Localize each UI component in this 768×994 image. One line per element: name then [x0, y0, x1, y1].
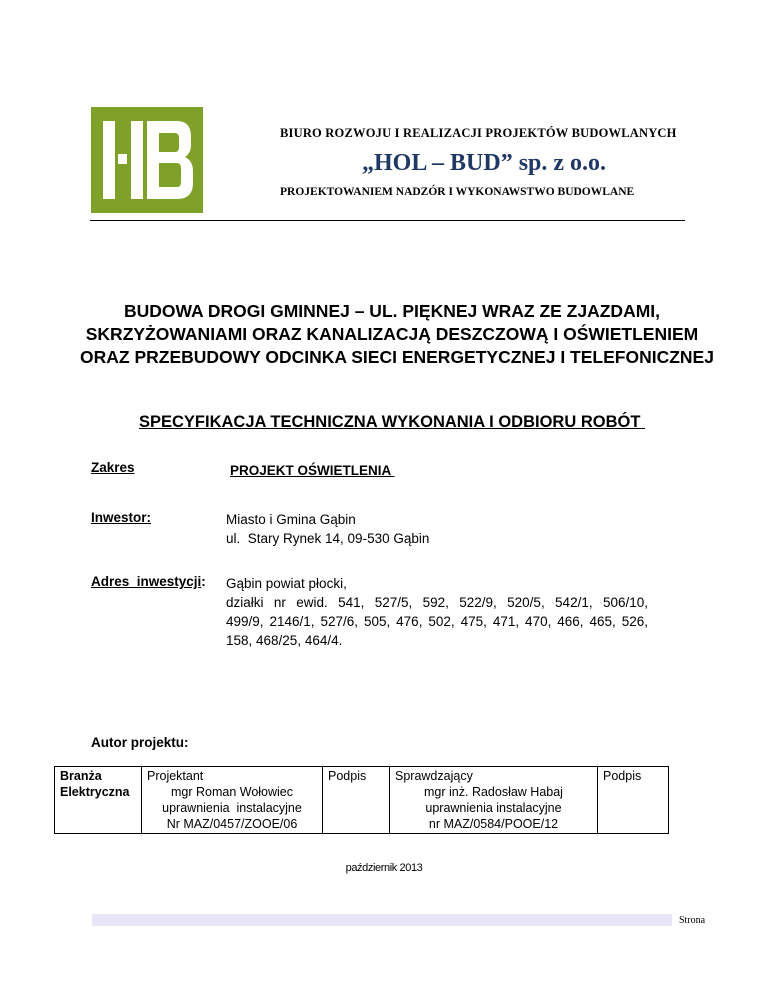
podpis-label-1: Podpis: [328, 769, 367, 783]
adres-label-colon: :: [201, 574, 206, 589]
document-subtitle: SPECYFIKACJA TECHNICZNA WYKONANIA I ODBIORU ROBÓT: [138, 413, 645, 431]
bureau-name: BIURO ROZWOJU I REALIZACJI PROJEKTÓW BUDOWLANYCH: [280, 126, 677, 140]
table-row: [55, 767, 669, 834]
title-line-2: SKRZYŻOWANIAMI ORAZ KANALIZACJĄ DESZCZOWĄ I OŚWIETLENIEM: [85, 324, 699, 344]
projektant-label: Projektant: [147, 769, 204, 783]
adres-value: [226, 574, 648, 650]
inwestor-line-2: ul. Stary Rynek 14, 09-530 Gąbin: [226, 531, 430, 546]
header-divider: [90, 220, 685, 221]
adres-line-3: 499/9, 2146/1, 527/6, 505, 476, 502, 475, 471, 470, 466, 465, 526,: [226, 614, 648, 629]
adres-label-text: Adres inwestycji: [91, 574, 202, 589]
adres-line-2: działki nr ewid. 541, 527/5, 592, 522/9, 520/5, 542/1, 506/10,: [226, 595, 648, 610]
branza-value: Elektryczna: [60, 785, 130, 799]
adres-line-1: Gąbin powiat płocki,: [226, 576, 347, 591]
document-date: październik 2013: [345, 862, 423, 874]
branza-label: Branża: [60, 769, 102, 783]
sprawdzajacy-name: mgr inż. Radosław Habaj: [424, 785, 563, 799]
sprawdzajacy-cell: [390, 767, 598, 834]
podpis-label-2: Podpis: [603, 769, 642, 783]
inwestor-value: [226, 510, 429, 548]
sprawdzajacy-permission: uprawnienia instalacyjne: [425, 801, 562, 815]
zakres-value: PROJEKT OŚWIETLENIA: [230, 463, 395, 478]
projektant-permission: uprawnienia instalacyjne: [162, 801, 302, 815]
branza-cell: [55, 767, 142, 834]
projektant-cell: [142, 767, 323, 834]
sprawdzajacy-label: Sprawdzający: [395, 769, 473, 783]
inwestor-label: Inwestor:: [91, 510, 152, 525]
projektant-number: Nr MAZ/0457/ZOOE/06: [166, 817, 298, 831]
podpis-cell-1: [323, 767, 390, 834]
sprawdzajacy-number: nr MAZ/0584/POOE/12: [428, 817, 559, 831]
hb-logo-icon: [91, 107, 203, 213]
podpis-cell-2: [598, 767, 669, 834]
footer-bar: [92, 914, 672, 926]
projektant-name: mgr Roman Wołowiec: [170, 785, 294, 799]
title-line-3: ORAZ PRZEBUDOWY ODCINKA SIECI ENERGETYCZNEJ I TELEFONICZNEJ: [80, 347, 714, 367]
adres-line-4: 158, 468/25, 464/4.: [226, 633, 343, 648]
inwestor-line-1: Miasto i Gmina Gąbin: [226, 512, 356, 527]
adres-label: [91, 574, 206, 589]
footer-page-label: Strona: [679, 915, 706, 926]
document-title: [80, 300, 714, 369]
author-label: Autor projektu:: [91, 735, 189, 750]
signature-table: [54, 766, 669, 834]
company-logo: [91, 107, 203, 213]
zakres-label: Zakres: [91, 460, 135, 475]
title-line-1: BUDOWA DROGI GMINNEJ – UL. PIĘKNEJ WRAZ ZE ZJAZDAMI,: [123, 301, 661, 321]
company-tagline: PROJEKTOWANIEM NADZÓR I WYKONAWSTWO BUDOWLANE: [280, 186, 635, 198]
company-name: „HOL – BUD” sp. z o.o.: [362, 150, 607, 176]
